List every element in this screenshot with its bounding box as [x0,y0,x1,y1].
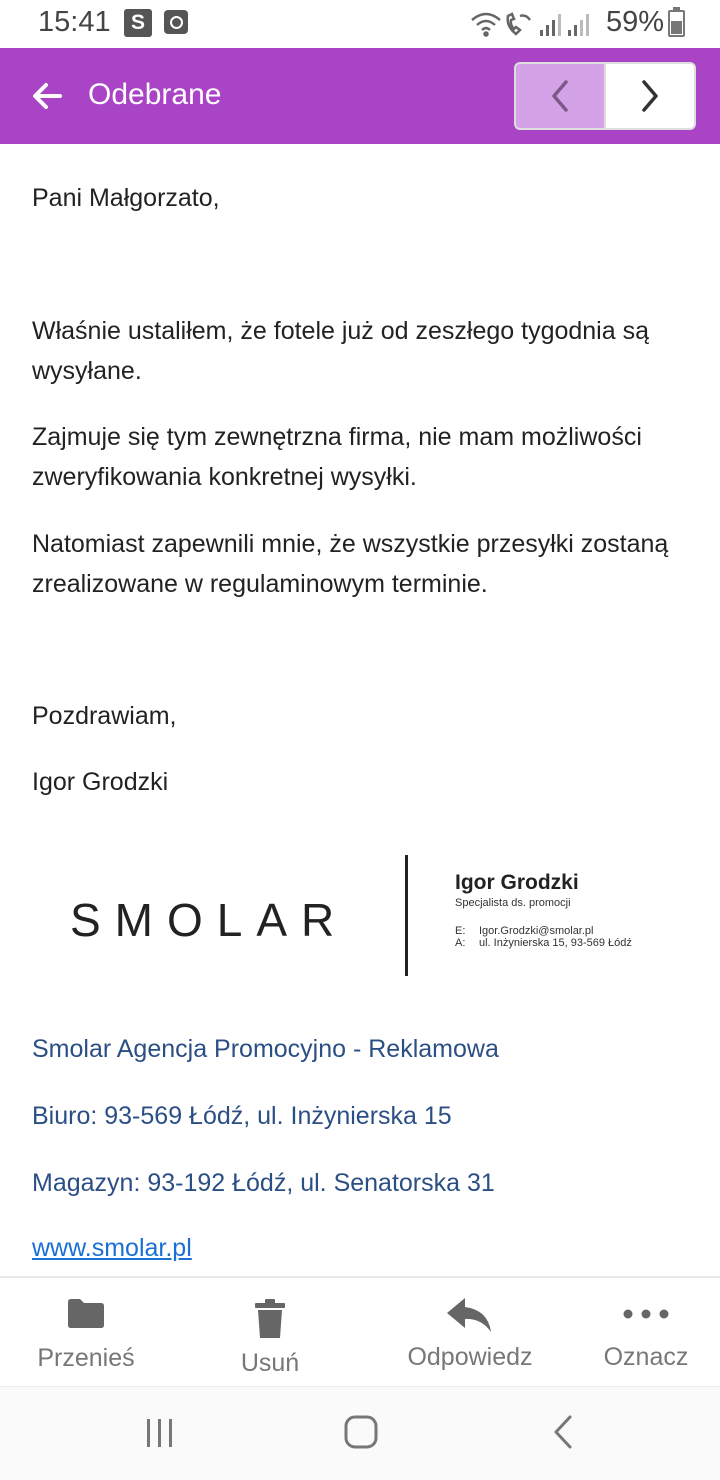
email-paragraph: Zajmuje się tym zewnętrzna firma, nie mam możliwości zweryfikowania konkretnej wysyłki. [32,423,642,491]
signature-email-line [455,925,594,937]
company-name: Smolar Agencja Promocyjno - Reklamowa [32,1035,499,1063]
delete-button[interactable] [215,1278,325,1386]
signal-icon [540,14,561,36]
move-button[interactable] [20,1278,152,1386]
previous-message-button[interactable] [516,64,606,128]
chevron-right-icon [635,76,665,116]
back-icon[interactable] [548,1413,578,1451]
next-message-button[interactable] [606,64,694,128]
battery-percent: 59% [606,6,665,38]
signature-name: Igor Grodzki [455,871,579,894]
s-badge-icon: S [124,9,152,37]
company-warehouse: Magazyn: 93-192 Łódź, ul. Senatorska 31 [32,1169,495,1197]
email-paragraph: Natomiast zapewnili mnie, że wszystkie przesyłki zostaną zrealizowane w regulaminowym terminie. [32,530,669,598]
folder-icon [66,1296,106,1330]
battery-icon [668,10,685,37]
signature-address-key: A: [455,937,466,949]
home-icon[interactable] [342,1413,380,1451]
action-toolbar [0,1276,720,1386]
connectivity-icons [470,10,600,38]
website-link[interactable]: www.smolar.pl [32,1234,192,1262]
message-navigation [514,62,696,130]
company-office: Biuro: 93-569 Łódź, ul. Inżynierska 15 [32,1102,452,1130]
signature-address-line [455,937,632,949]
email-paragraph: Właśnie ustaliłem, że fotele już od zeszłego tygodnia są wysyłane. [32,317,649,385]
trash-icon [253,1298,287,1340]
email-closing: Pozdrawiam, [32,702,177,730]
recent-apps-icon[interactable] [142,1415,178,1451]
clock-icon [164,10,188,34]
arrow-left-icon [24,72,72,120]
signal-icon-2 [568,14,589,36]
reply-label: Odpowiedz [407,1343,533,1371]
mark-label: Oznacz [603,1343,689,1371]
status-bar [0,0,720,48]
status-time: 15:41 [38,6,111,38]
smolar-logo: SMOLAR [70,894,349,946]
email-greeting: Pani Małgorzato, [32,184,220,212]
wifi-calling-icon [508,14,530,34]
signature-email: Igor.Grodzki@smolar.pl [479,925,594,937]
signature-address: ul. Inżynierska 15, 93-569 Łódź [479,937,632,949]
more-dots-icon [622,1308,670,1320]
mark-button[interactable] [590,1278,702,1386]
wifi-icon [472,14,500,36]
email-sender: Igor Grodzki [32,768,169,796]
system-nav-bar [0,1386,720,1480]
reply-button[interactable] [395,1278,545,1386]
delete-label: Usuń [240,1349,300,1377]
move-label: Przenieś [37,1344,135,1372]
back-button[interactable] [24,72,72,120]
signature-role: Specjalista ds. promocji [455,897,571,909]
folder-title: Odebrane [88,78,222,111]
reply-icon [445,1296,493,1334]
app-header [0,48,720,144]
signature-divider [405,855,408,976]
chevron-left-icon [545,76,575,116]
signature-email-key: E: [455,925,466,937]
